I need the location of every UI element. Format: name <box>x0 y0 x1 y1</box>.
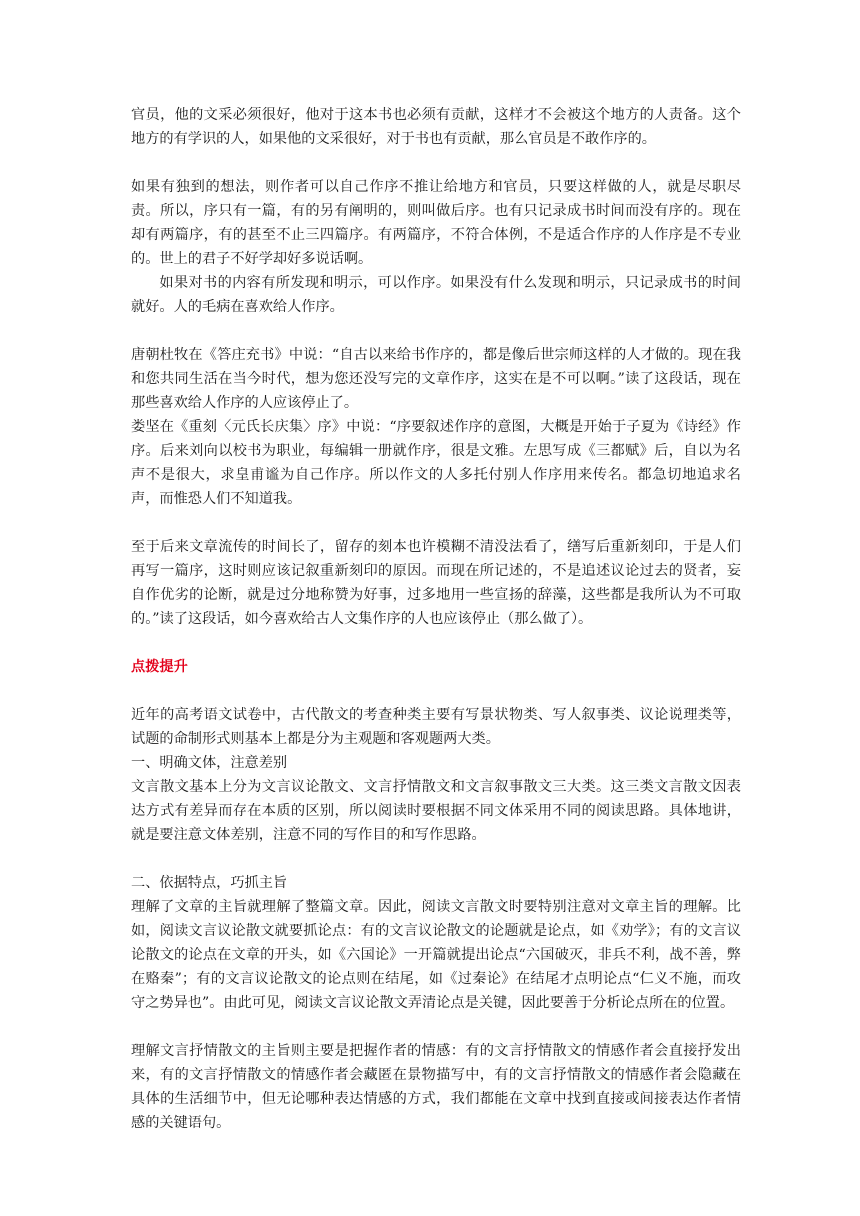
paragraph-spacer <box>131 679 741 703</box>
paragraph-preface-discovery: 如果对书的内容有所发现和明示，可以作序。如果没有什么发现和明示，只记录成书的时间就好。人的毛病在喜欢给人作序。 <box>131 275 741 315</box>
paragraph-spacer <box>131 151 741 175</box>
paragraph-spacer <box>131 511 741 535</box>
point2-body: 理解了文章的主旨就理解了整篇文章。因此，阅读文言散文时要特别注意对文章主旨的理解。比如，阅读文言议论散文就要抓论点：有的文言议论散文的论题就是论点，如《劝学》；有的文言议论散文的论点在文章的开头，如《六国论》一开篇就提出论点“六国破灭，非兵不利，战不善，弊在赂秦”；有的文言议论散文的论点则在结尾，如《过秦论》在结尾才点明论点“仁义不施，而攻守之势异也”。由此可见，阅读文言议论散文弄清论点是关键，因此要善于分析论点所在的位置。 <box>131 899 741 1011</box>
paragraph-spacer <box>131 319 741 343</box>
section-heading: 点拨提升 <box>131 659 188 675</box>
paragraph-spacer <box>131 631 741 655</box>
paragraph-self-preface: 如果有独到的想法，则作者可以自己作序不推让给地方和官员，只要这样做的人，就是尽职尽责。所以，序只有一篇，有的另有阐明的，则叫做后序。也有只记录成书时间而没有序的。现在却有两篇序，有的甚至不止三四篇序。有两篇序，不符合体例，不是适合作序的人作序是不专业的。世上的君子不好学却好多说话啊。 <box>131 179 741 267</box>
paragraph-intro: 近年的高考语文试卷中，古代散文的考查种类主要有写景状物类、写人叙事类、议论说理类等，试题的命制形式则基本上都是分为主观题和客观题两大类。 <box>131 707 741 747</box>
paragraph-spacer <box>131 847 741 871</box>
document-body <box>131 103 741 1135</box>
paragraph-du-mu-quote: 唐朝杜牧在《答庄充书》中说：“自古以来给书作序的，都是像后世宗师这样的人才做的。现在我和您共同生活在当今时代，想为您还没写完的文章作序，这实在是不可以啊。”读了这段话，现在那些喜欢给人作序的人应该停止了。 <box>131 347 741 411</box>
point1-title: 一、明确文体，注意差别 <box>131 755 288 771</box>
paragraph-lou-jian-quote: 娄坚在《重刻〈元氏长庆集〉序》中说：“序要叙述作序的意图，大概是开始于子夏为《诗经》作序。后来刘向以校书为职业，每编辑一册就作序，很是文雅。左思写成《三都赋》后，自以为名声不是很大，求皇甫谧为自己作序。所以作文的人多托付别人作序用来传名。都急切地追求名声，而惟恐人们不知道我。 <box>131 419 741 507</box>
paragraph-reprint-preface: 至于后来文章流传的时间长了，留存的刻本也许模糊不清没法看了，缮写后重新刻印，于是人们再写一篇序，这时则应该记叙重新刻印的原因。而现在所记述的，不是追述议论过去的贤者，妄自作优劣的论断，就是过分地称赞为好事，过多地用一些宣扬的辞藻，这些都是我所认为不可取的。”读了这段话，如今喜欢给古人文集作序的人也应该停止（那么做了）。 <box>131 539 741 627</box>
point2-title: 二、依据特点，巧抓主旨 <box>131 875 288 891</box>
point2-body-lyrical: 理解文言抒情散文的主旨则主要是把握作者的情感：有的文言抒情散文的情感作者会直接抒发出来，有的文言抒情散文的情感作者会藏匿在景物描写中，有的文言抒情散文的情感作者会隐藏在具体的生活细节中，但无论哪种表达情感的方式，我们都能在文章中找到直接或间接表达作者情感的关键语句。 <box>131 1043 741 1131</box>
point1-body: 文言散文基本上分为文言议论散文、文言抒情散文和文言叙事散文三大类。这三类文言散文因表达方式有差异而存在本质的区别，所以阅读时要根据不同文体采用不同的阅读思路。具体地讲，就是要注意文体差别，注意不同的写作目的和写作思路。 <box>131 779 741 843</box>
paragraph-official-preface: 官员，他的文采必须很好，他对于这本书也必须有贡献，这样才不会被这个地方的人责备。这个地方的有学识的人，如果他的文采很好，对于书也有贡献，那么官员是不敢作序的。 <box>131 107 741 147</box>
paragraph-spacer <box>131 1015 741 1039</box>
